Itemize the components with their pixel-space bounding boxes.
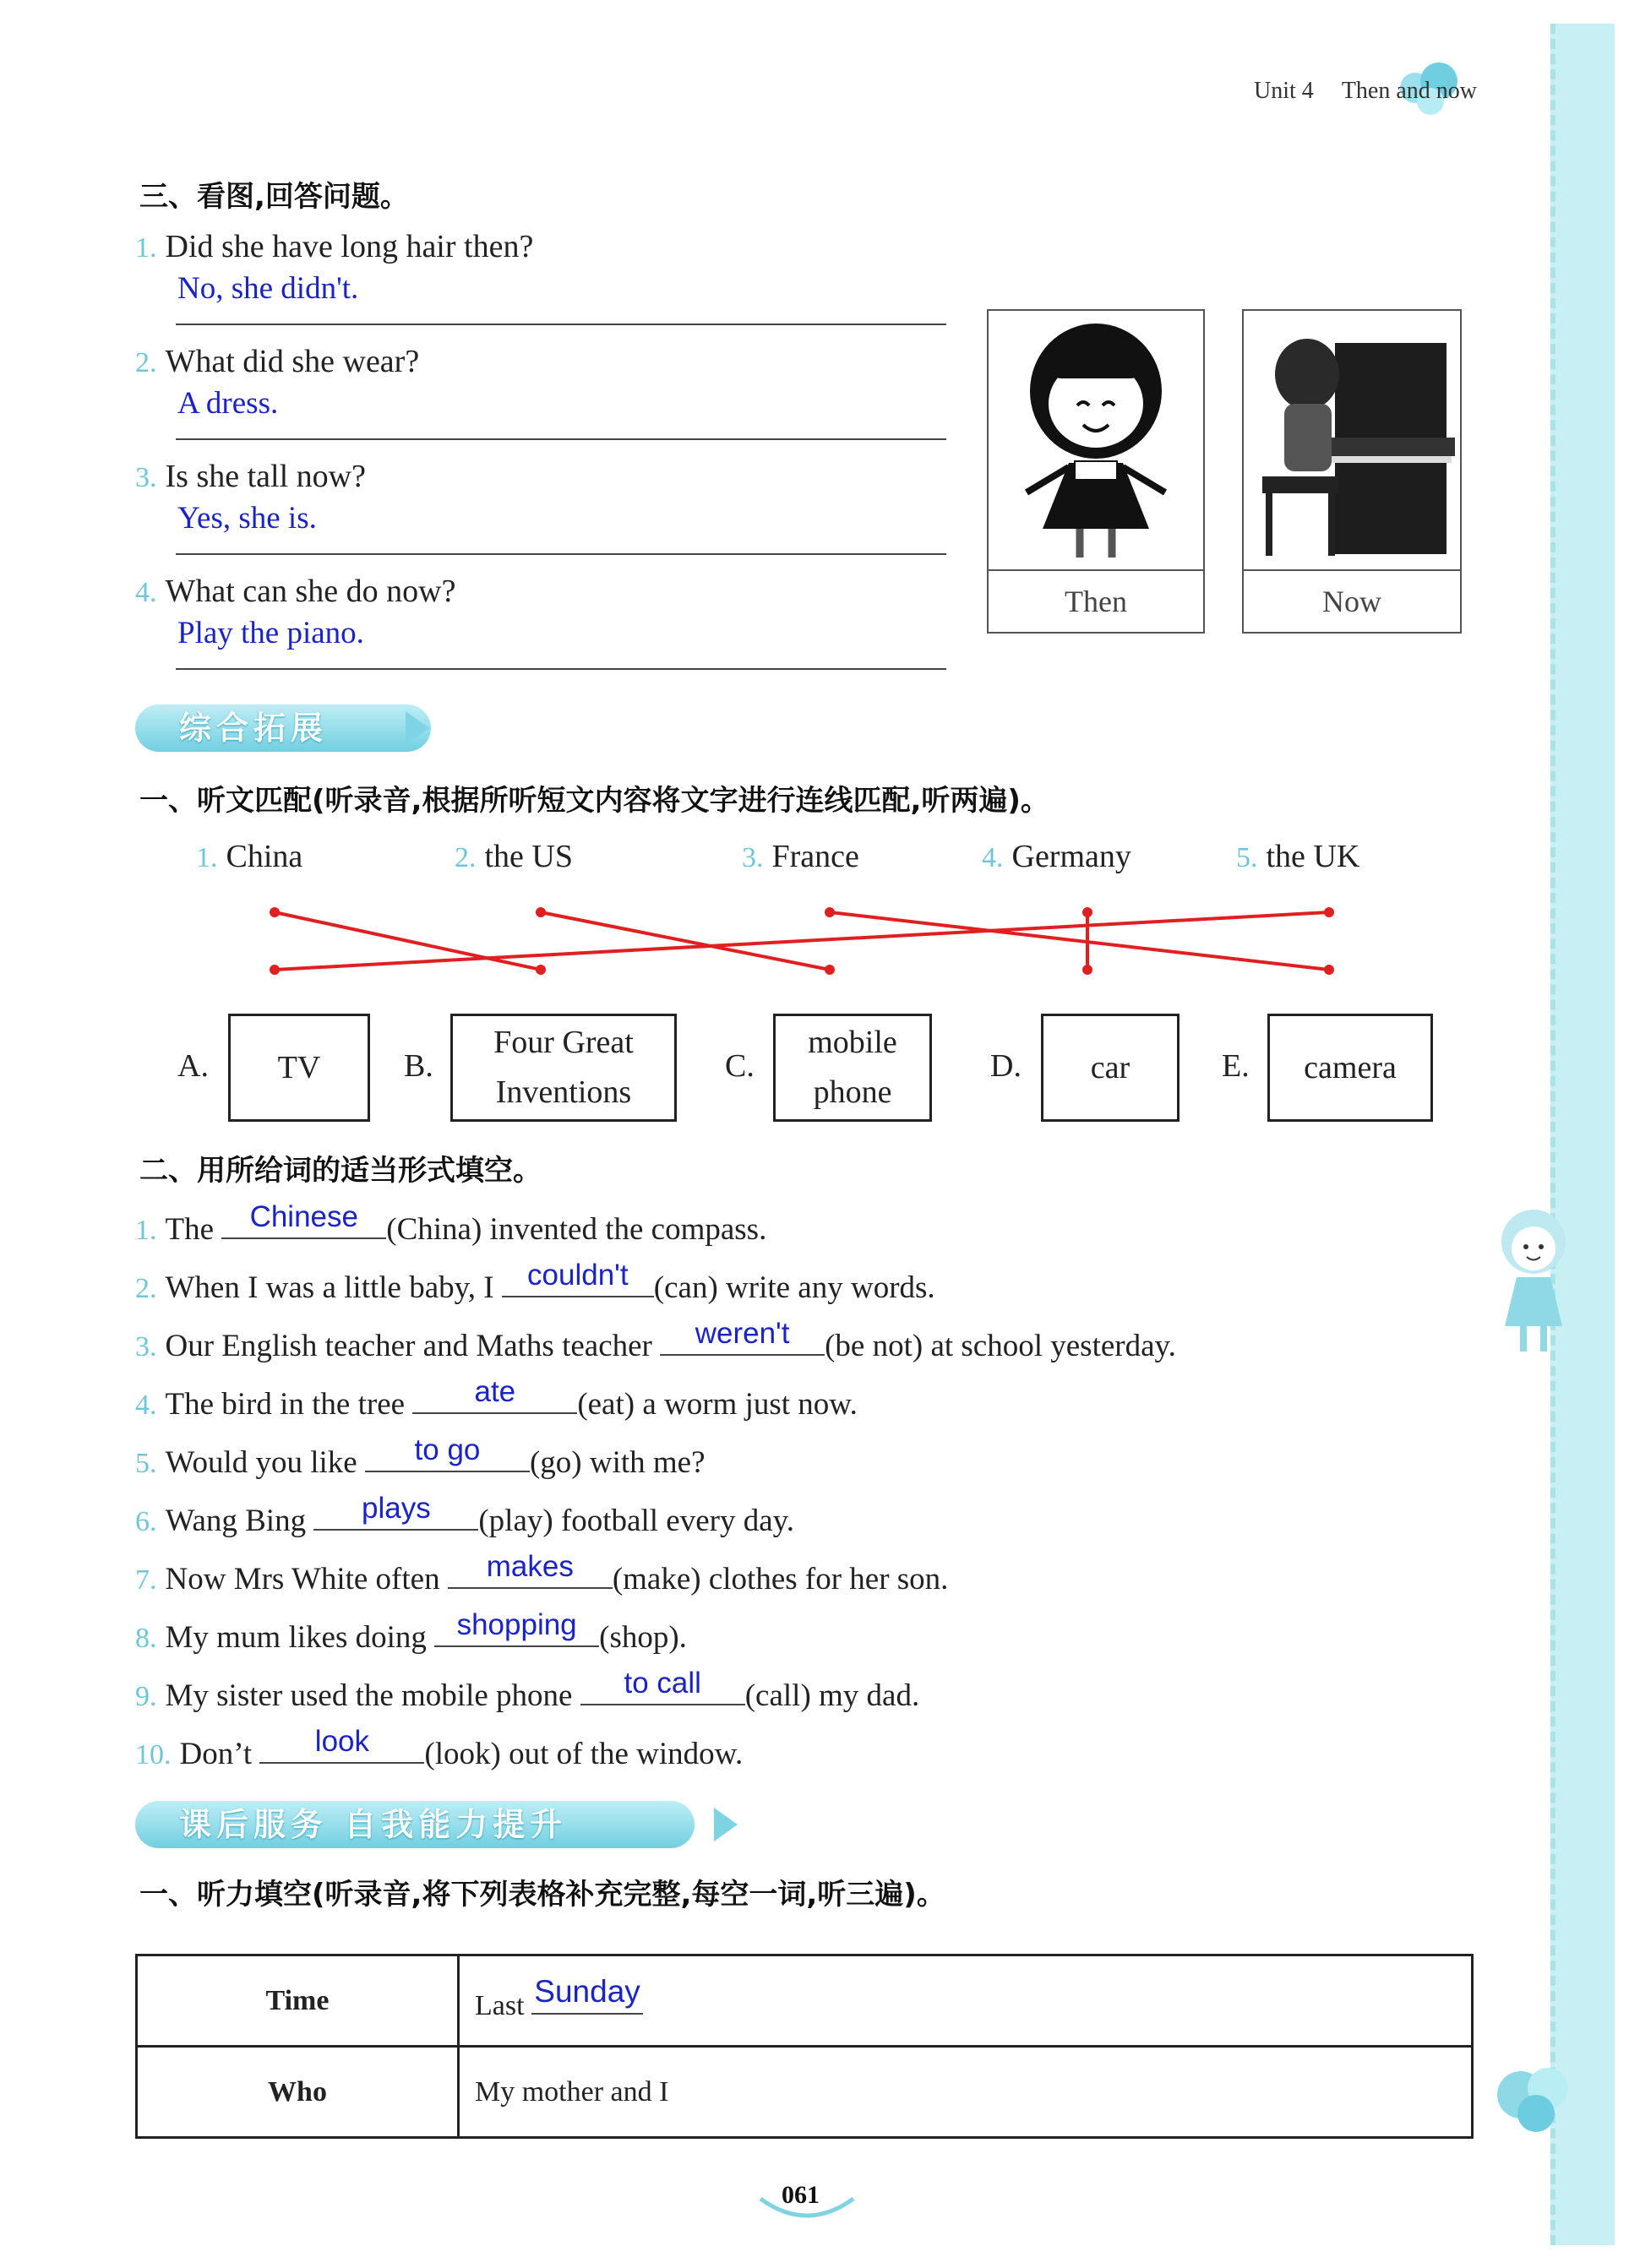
match-dot bbox=[1324, 965, 1334, 975]
listen-table bbox=[135, 1954, 1474, 2139]
comprehensive-extension-banner: 综合拓展 bbox=[135, 704, 431, 752]
table-row bbox=[137, 2047, 1473, 2138]
fill-item: 1. The Chinese (China) invented the compass. bbox=[135, 1200, 767, 1247]
match-dot bbox=[536, 965, 546, 975]
match-dot bbox=[825, 965, 835, 975]
fill-blank: makes bbox=[448, 1553, 613, 1589]
question-number: 3. bbox=[135, 462, 157, 493]
table-label: Time bbox=[137, 1955, 459, 2047]
page-number: 061 bbox=[782, 2181, 820, 2209]
fill-item: 8. My mum likes doing shopping (shop). bbox=[135, 1608, 687, 1655]
match-dot bbox=[1082, 965, 1092, 975]
fill-blank: Sunday bbox=[531, 1979, 643, 2015]
question-number: 4. bbox=[135, 577, 157, 608]
fill-blank: couldn't bbox=[502, 1262, 654, 1297]
match-line bbox=[830, 912, 1329, 970]
option-box-car: car bbox=[1041, 1014, 1180, 1122]
fill-item: 7. Now Mrs White often makes (make) clothes for her son. bbox=[135, 1550, 949, 1596]
country-france: 3. France bbox=[742, 839, 859, 874]
option-box-tv: TV bbox=[228, 1014, 370, 1122]
question-number: 2. bbox=[135, 347, 157, 378]
option-letter: D. bbox=[990, 1048, 1022, 1084]
fill-item: 3. Our English teacher and Maths teacher weren't (be not) at school yesterday. bbox=[135, 1317, 1176, 1363]
fill-blank: look bbox=[259, 1728, 424, 1764]
country-germany: 4. Germany bbox=[982, 839, 1131, 874]
after-class-banner: 课后服务 自我能力提升 bbox=[135, 1801, 695, 1848]
fill-item: 6. Wang Bing plays (play) football every day. bbox=[135, 1492, 794, 1538]
match-dot bbox=[1324, 907, 1334, 917]
table-cell: My mother and I bbox=[459, 2047, 1473, 2138]
section3-title: 三、看图,回答问题。 bbox=[139, 180, 409, 214]
fill-item: 10. Don’t look (look) out of the window. bbox=[135, 1725, 744, 1771]
fill-title: 二、用所给词的适当形式填空。 bbox=[139, 1154, 542, 1188]
match-dot bbox=[270, 907, 280, 917]
now-label: Now bbox=[1244, 569, 1460, 632]
answer-text: A dress. bbox=[177, 386, 279, 421]
match-dot bbox=[270, 965, 280, 975]
fill-item: 9. My sister used the mobile phone to call (call) my dad. bbox=[135, 1667, 920, 1713]
fill-blank: ate bbox=[412, 1379, 577, 1414]
fill-blank: to go bbox=[365, 1437, 530, 1472]
question-text: What can she do now? bbox=[165, 574, 456, 609]
match-title: 一、听文匹配(听录音,根据所听短文内容将文字进行连线匹配,听两遍)。 bbox=[139, 784, 1049, 818]
option-box-mobile-phone: mobile phone bbox=[773, 1014, 932, 1122]
balloon-icon bbox=[1487, 2053, 1580, 2146]
option-letter: A. bbox=[177, 1048, 209, 1084]
option-letter: E. bbox=[1222, 1048, 1250, 1084]
question-text: What did she wear? bbox=[165, 344, 420, 379]
country-uk: 5. the UK bbox=[1236, 839, 1360, 874]
answer-text: Yes, she is. bbox=[177, 501, 317, 536]
fill-item: 5. Would you like to go (go) with me? bbox=[135, 1433, 706, 1480]
match-dot bbox=[825, 907, 835, 917]
listen-title: 一、听力填空(听录音,将下列表格补充完整,每空一词,听三遍)。 bbox=[139, 1878, 945, 1912]
unit-title: Then and now bbox=[1341, 78, 1477, 104]
fill-blank: Chinese bbox=[221, 1204, 386, 1239]
fill-blank: plays bbox=[313, 1495, 478, 1531]
question-text: Is she tall now? bbox=[165, 459, 366, 494]
question-text: Did she have long hair then? bbox=[165, 229, 534, 264]
cartoon-girl-icon bbox=[1491, 1199, 1576, 1360]
question-number: 1. bbox=[135, 232, 157, 264]
fill-item: 2. When I was a little baby, I couldn't (can) write any words. bbox=[135, 1259, 935, 1305]
option-letter: B. bbox=[404, 1048, 433, 1084]
country-us: 2. the US bbox=[455, 839, 573, 874]
match-dot bbox=[1082, 907, 1092, 917]
fill-blank: to call bbox=[580, 1670, 745, 1705]
option-letter: C. bbox=[725, 1048, 755, 1084]
table-cell: Last Sunday bbox=[459, 1955, 1473, 2047]
table-label: Who bbox=[137, 2047, 459, 2138]
then-label: Then bbox=[989, 569, 1203, 632]
fill-blank: shopping bbox=[434, 1612, 599, 1647]
answer-text: Play the piano. bbox=[177, 616, 364, 650]
country-china: 1. China bbox=[196, 839, 303, 874]
match-lines bbox=[0, 0, 1629, 1014]
match-dot bbox=[536, 907, 546, 917]
unit-label: Unit 4 bbox=[1254, 78, 1314, 104]
fill-blank: weren't bbox=[660, 1320, 825, 1356]
option-box-camera: camera bbox=[1267, 1014, 1433, 1122]
banner-arrow-icon bbox=[714, 1808, 738, 1841]
match-line bbox=[275, 912, 1329, 970]
table-row bbox=[137, 1955, 1473, 2047]
fill-item: 4. The bird in the tree ate (eat) a worm just now. bbox=[135, 1375, 858, 1422]
option-box-four-great-inventions: Four Great Inventions bbox=[450, 1014, 677, 1122]
answer-text: No, she didn't. bbox=[177, 271, 359, 306]
